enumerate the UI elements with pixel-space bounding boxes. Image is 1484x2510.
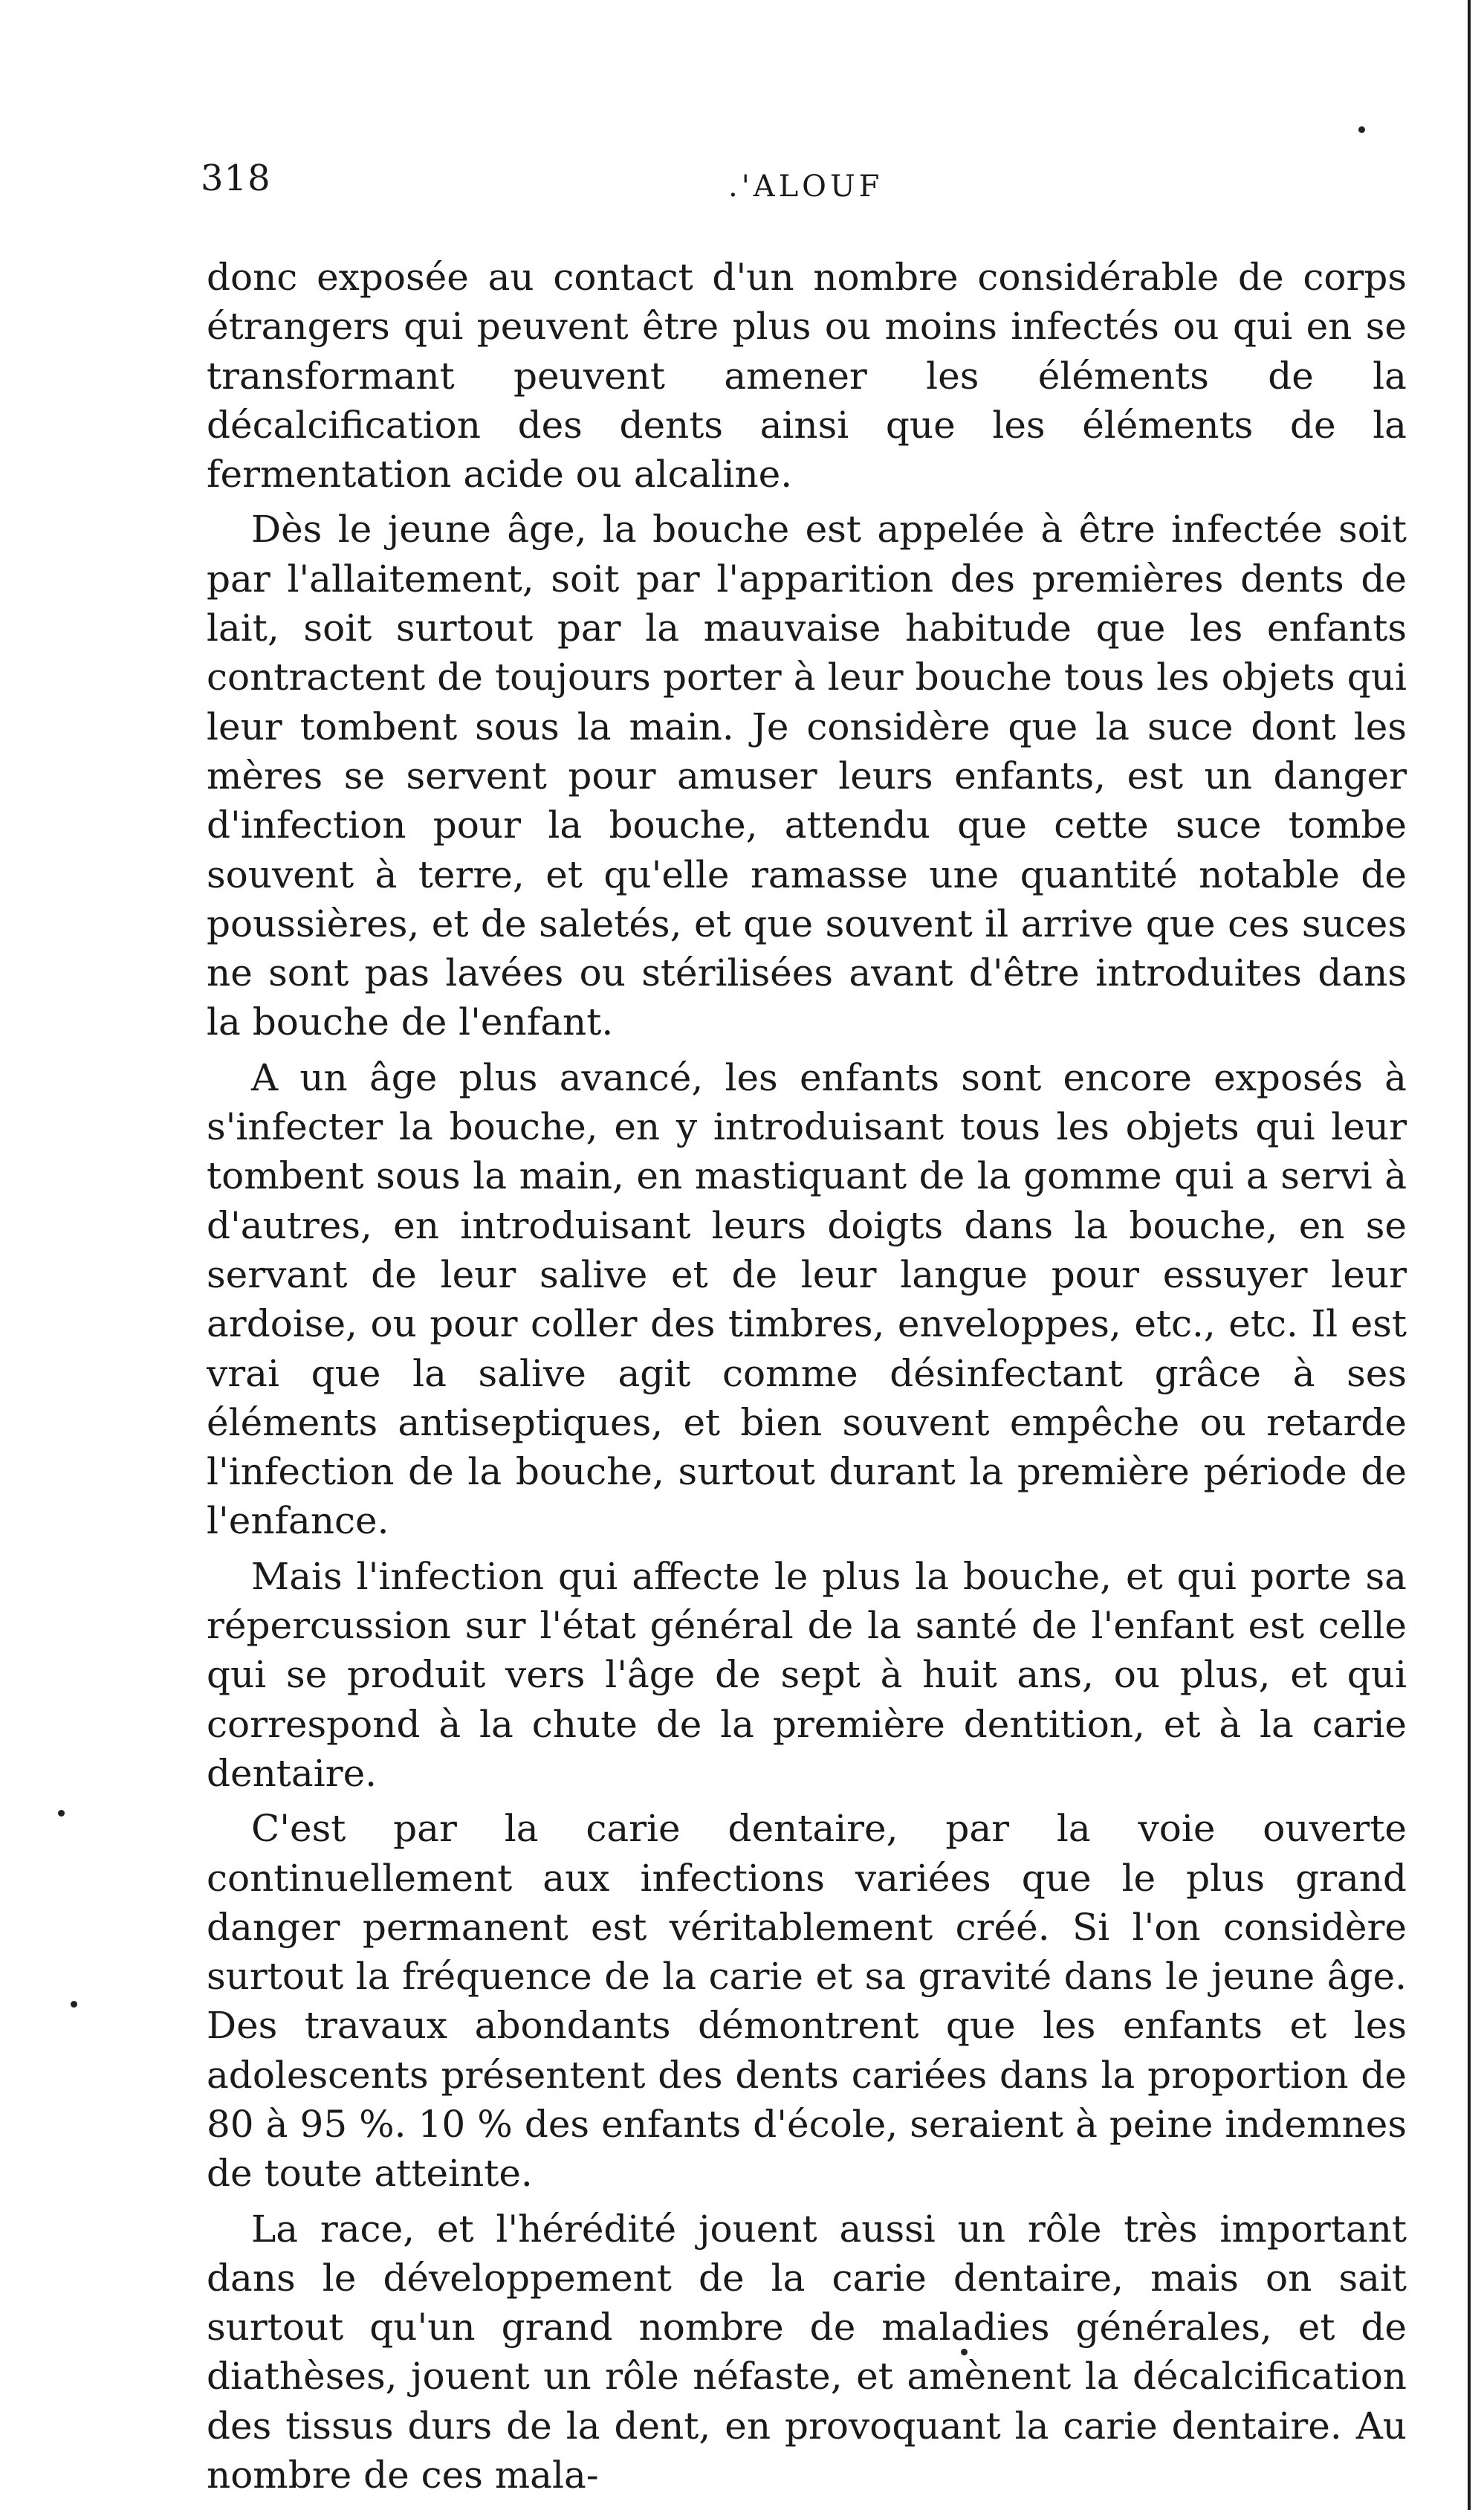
paragraph-1: donc exposée au contact d'un nombre considérable de corps étrangers qui peuvent être plus ou moins infectés ou qui en se transformant peuvent amener les éléments de la décalcification des dents ainsi que les éléments de la fermentation acide ou alcaline. — [207, 256, 1407, 496]
paragraph-6: La race, et l'hérédité jouent aussi un rôle très important dans le développement de la carie dentaire, mais on sait surtout qu'un grand nombre de maladies générales, et de diathèses, jouent un rôle néfaste, et amènent la décalcification des tissus durs de la dent, en provoquant la carie dentaire. Au nombre de ces mala- — [207, 2207, 1407, 2497]
page-number: 318 — [201, 158, 271, 199]
print-speck — [58, 1810, 65, 1817]
body-text — [207, 253, 1407, 2506]
page-header — [201, 158, 1419, 217]
paragraph-2: Dès le jeune âge, la bouche est appelée à être infectée soit par l'allaitement, soit par l'apparition des premières dents de lait, soit surtout par la mauvaise habitude que les enfants contractent de toujours porter à leur bouche tous les objets qui leur tombent sous la main. Je considère que la suce dont les mères se servent pour amuser leurs enfants, est un danger d'infection pour la bouche, attendu que cette suce tombe souvent à terre, et qu'elle ramasse une quantité notable de poussières, et de saletés, et que souvent il arrive que ces suces ne sont pas lavées ou stérilisées avant d'être introduites dans la bouche de l'enfant. — [207, 508, 1407, 1044]
print-speck — [1358, 126, 1365, 133]
paragraph-5: C'est par la carie dentaire, par la voie ouverte continuellement aux infections variées que le plus grand danger permanent est véritablement créé. Si l'on considère surtout la fréquence de la carie et sa gravité dans le jeune âge. Des travaux abondants démontrent que les enfants et les adolescents présentent des dents cariées dans la proportion de 80 à 95 %. 10 % des enfants d'école, seraient à peine indemnes de toute atteinte. — [207, 1807, 1407, 2196]
page-edge-line — [1468, 0, 1471, 2510]
running-head: .'ALOUF — [728, 169, 884, 204]
print-speck — [71, 2001, 77, 2008]
paragraph-3: A un âge plus avancé, les enfants sont encore exposés à s'infecter la bouche, en y introduisant tous les objets qui leur tombent sous la main, en mastiquant de la gomme qui a servi à d'autres, en introduisant leurs doigts dans la bouche, en se servant de leur salive et de leur langue pour essuyer leur ardoise, ou pour coller des timbres, enveloppes, etc., etc. Il est vrai que la salive agit comme désinfectant grâce à ses éléments antiseptiques, et bien souvent empêche ou retarde l'infection de la bouche, surtout durant la première période de l'enfance. — [207, 1055, 1407, 1543]
paragraph-4: Mais l'infection qui affecte le plus la bouche, et qui porte sa répercussion sur l'état général de la santé de l'enfant est celle qui se produit vers l'âge de sept à huit ans, ou plus, et qui correspond à la chute de la première dentition, et à la carie dentaire. — [207, 1554, 1407, 1795]
